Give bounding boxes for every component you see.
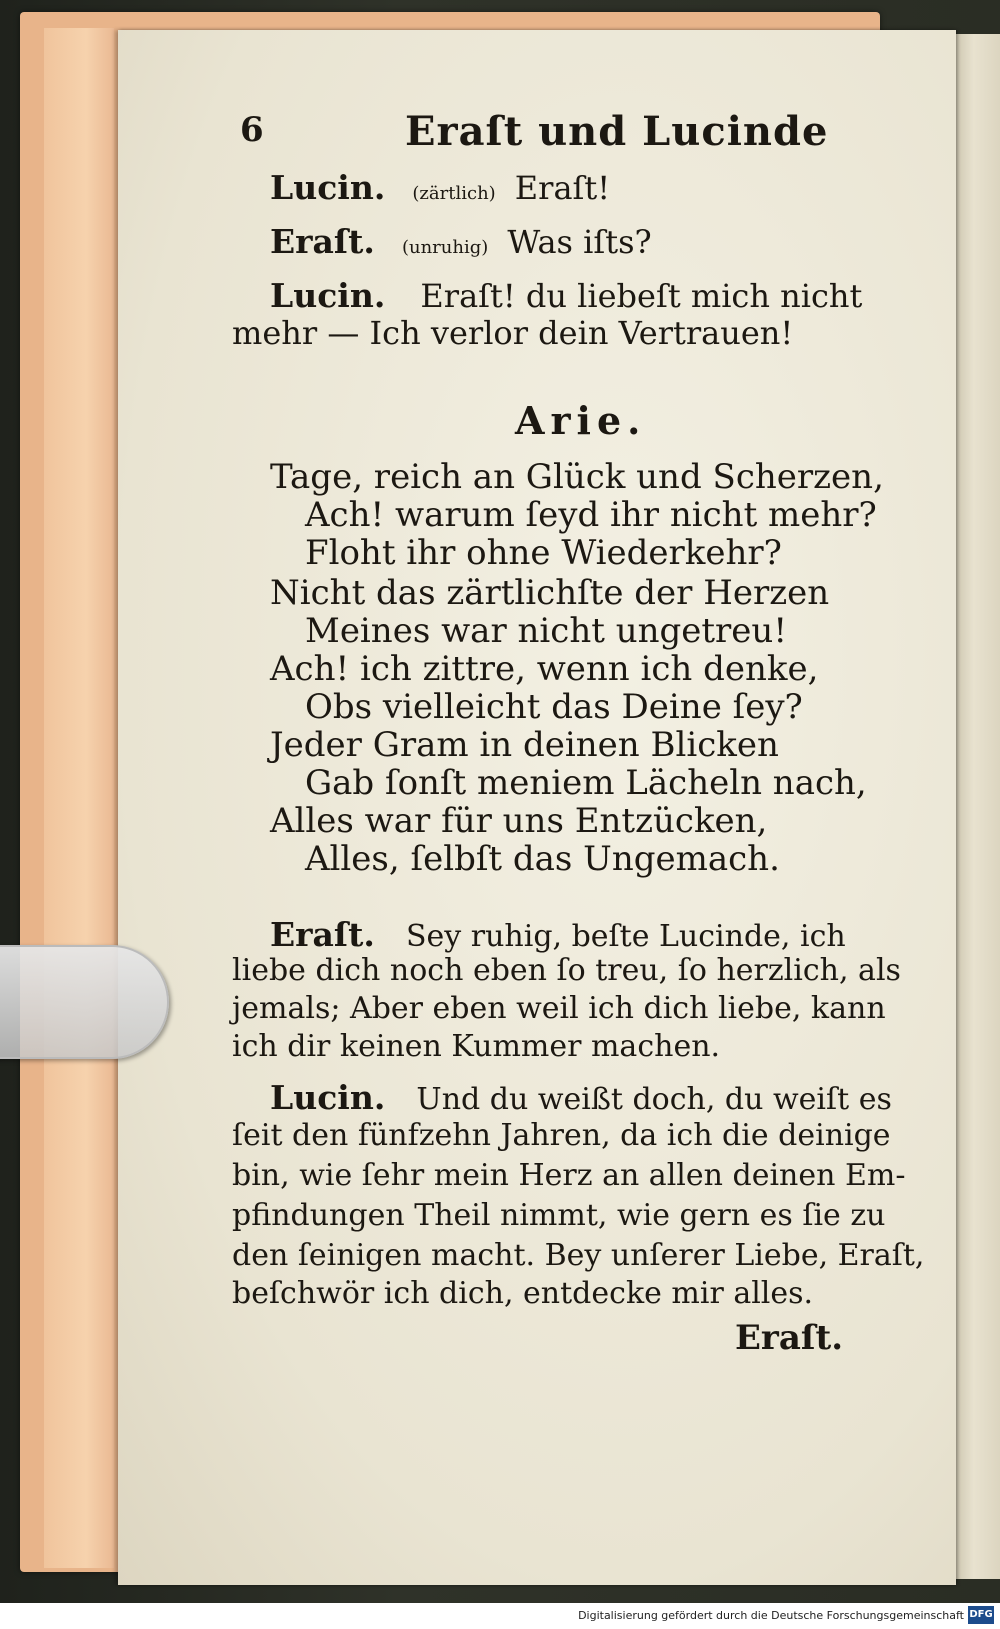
stage-direction: (zärtlich) — [412, 183, 496, 204]
stage-direction: (unruhig) — [401, 237, 489, 258]
speaker-name: Lucin. — [270, 168, 386, 207]
speech-line: jemals; Aber eben weil ich dich liebe, kann — [232, 991, 886, 1026]
speech-line — [270, 1078, 892, 1117]
verse-line: Ach! ich zittre, wenn ich denke, — [270, 649, 819, 689]
speech-line: bin, wie ſehr mein Herz an allen deinen Em- — [232, 1158, 906, 1193]
page-clip — [0, 945, 169, 1059]
speaker-name: Lucin. — [270, 276, 386, 315]
verse-line: Floht ihr ohne Wiederkehr? — [305, 533, 782, 573]
verse-line: Nicht das zärtlichſte der Herzen — [270, 573, 830, 613]
verse-line: Obs vielleicht das Deine ſey? — [305, 687, 803, 727]
speech-line: ſeit den fünfzehn Jahren, da ich die deinige — [232, 1118, 891, 1153]
dialogue-line — [270, 276, 862, 315]
speech-text: Und du weißt doch, du weiſt es — [416, 1082, 892, 1117]
verse-line: Ach! warum ſeyd ihr nicht mehr? — [305, 495, 877, 535]
speech-line — [270, 915, 846, 954]
speaker-name: Eraſt. — [270, 915, 375, 954]
next-page-edge — [956, 34, 1000, 1579]
cover-edge — [44, 28, 114, 1568]
arie-title: Arie. — [515, 398, 647, 443]
verse-line: Alles war für uns Entzücken, — [270, 801, 768, 841]
dfg-logo: DFG — [968, 1606, 994, 1624]
verse-line: Jeder Gram in deinen Blicken — [270, 725, 779, 765]
verse-line: Tage, reich an Glück und Scherzen, — [270, 457, 884, 497]
running-title: Eraſt und Lucinde — [405, 108, 829, 155]
speech-line: ich dir keinen Kummer machen. — [232, 1029, 721, 1064]
dialogue-line — [270, 222, 652, 261]
speech-text: Sey ruhig, beſte Lucinde, ich — [405, 919, 846, 954]
dialogue-text: Was iſts? — [507, 223, 652, 261]
dialogue-line — [270, 168, 610, 207]
speech-line: pfindungen Theil nimmt, wie gern es ſie zu — [232, 1198, 886, 1233]
dialogue-text: Eraſt! du liebeſt mich nicht — [420, 277, 863, 315]
dialogue-continuation: mehr — Ich verlor dein Vertrauen! — [232, 314, 794, 352]
digitization-footer — [0, 1603, 1000, 1629]
speaker-name: Lucin. — [270, 1078, 386, 1117]
speaker-name: Eraſt. — [270, 222, 375, 261]
catchword: Eraſt. — [735, 1318, 844, 1358]
verse-line: Gab ſonſt meniem Lächeln nach, — [305, 763, 867, 803]
verse-line: Alles, ſelbſt das Ungemach. — [305, 839, 780, 879]
speech-line: den ſeinigen macht. Bey unſerer Liebe, Eraſt, — [232, 1238, 925, 1273]
page-number: 6 — [240, 110, 264, 150]
speech-line: beſchwör ich dich, entdecke mir alles. — [232, 1276, 814, 1311]
speech-line: liebe dich noch eben ſo treu, ſo herzlich, als — [232, 953, 901, 988]
footer-credit: Digitalisierung gefördert durch die Deutsche Forschungsgemeinschaft — [578, 1609, 964, 1622]
dialogue-text: Eraſt! — [514, 169, 611, 207]
verse-line: Meines war nicht ungetreu! — [305, 611, 787, 651]
